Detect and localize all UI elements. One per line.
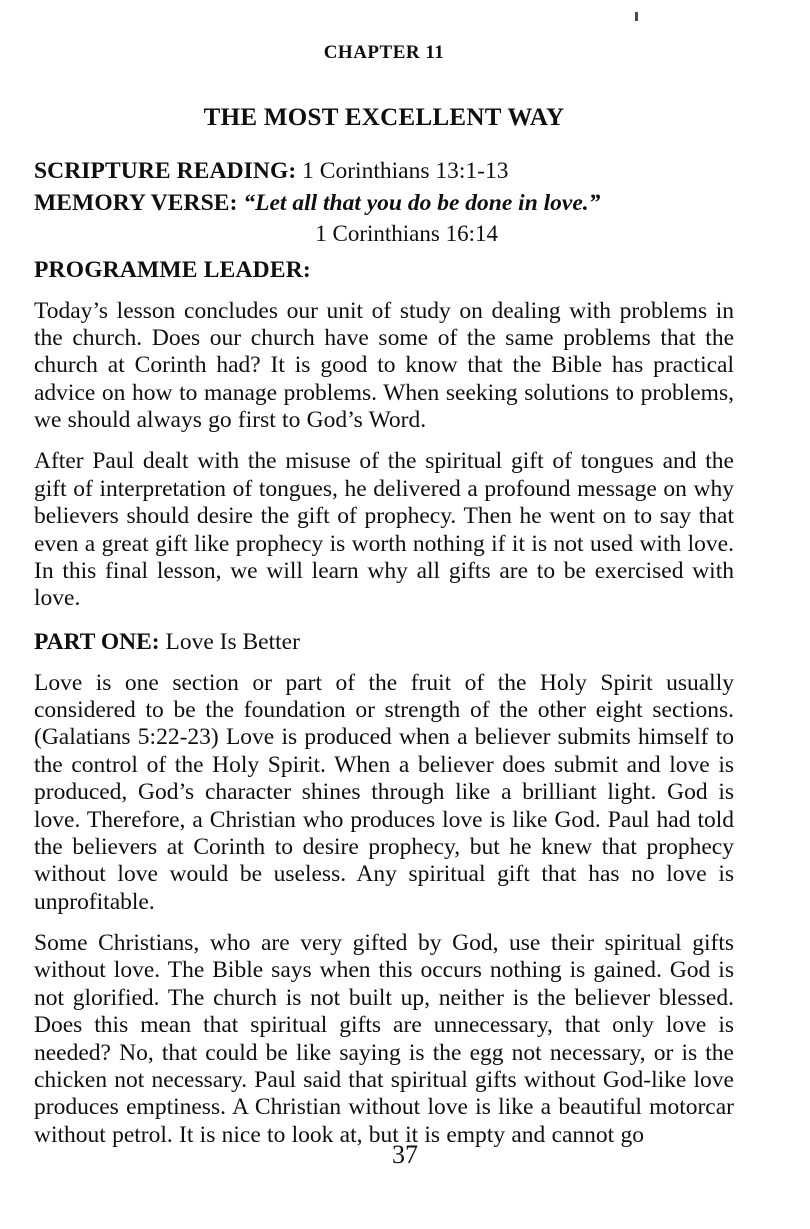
chapter-label: CHAPTER 11 — [323, 41, 445, 64]
paragraph: Some Christians, who are very gifted by God, use their spiritual gifts without love. The Bible says when this occurs nothing is gained. God is not glorified. The church is not built up, neither is the believer blessed. Does this mean that spiritual gifts are unnecessary, that only love is needed? No, that could be like saying is the egg not necessary, or is the chicken not necessary. Paul said that spiritual gifts without God-like love produces emptiness. A Christian without love is like a beautiful motorcar without petrol. It is nice to look at, but it is empty and cannot go — [34, 930, 734, 1148]
page-content — [34, 34, 734, 1149]
memory-verse-line — [34, 190, 734, 217]
paragraph: Love is one section or part of the fruit of the Holy Spirit usually considered to be the foundation or strength of the other eight sections. (Galatians 5:22-23) Love is produced when a believer submits himself to the control of the Holy Spirit. When a believer does submit and love is produced, God’s character shines through like a brilliant light. God is love. Therefore, a Christian who produces love is like God. Paul had told the believers at Corinth to desire prophecy, but he knew that prophecy without love would be useless. Any spiritual gift that has no love is unprofitable. — [34, 669, 734, 915]
scripture-reading-label: SCRIPTURE READING: — [34, 158, 297, 184]
paragraph: Today’s lesson concludes our unit of study on dealing with problems in the church. Does our church have some of the same problems that the church at Corinth had? It is good to know that the Bible has practical advice on how to manage problems. When seeking solutions to problems, we should always go first to God’s Word. — [34, 297, 734, 433]
page-title: THE MOST EXCELLENT WAY — [203, 104, 565, 131]
memory-verse-reference: 1 Corinthians 16:14 — [315, 220, 498, 246]
memory-verse-label: MEMORY VERSE: — [34, 190, 238, 217]
programme-leader-heading: PROGRAMME LEADER: — [34, 256, 311, 283]
part-one-label: PART ONE: — [34, 628, 160, 655]
part-one-title: Love Is Better — [159, 628, 300, 655]
scripture-reading-value: 1 Corinthians 13:1-13 — [296, 158, 509, 184]
page-number: 37 — [392, 1140, 418, 1169]
scripture-reading-line — [34, 158, 734, 185]
scan-artifact-speck — [635, 12, 638, 21]
memory-verse-value: “Let all that you do be done in love.” — [243, 190, 601, 217]
paragraph: After Paul dealt with the misuse of the spiritual gift of tongues and the gift of interpretation of tongues, he delivered a profound message on why believers should desire the gift of prophecy. Then he went on to say that even a great gift like prophecy is worth nothing if it is not used with love. In this final lesson, we will learn why all gifts are to be exercised with love. — [34, 448, 734, 612]
part-one-heading — [34, 629, 734, 656]
